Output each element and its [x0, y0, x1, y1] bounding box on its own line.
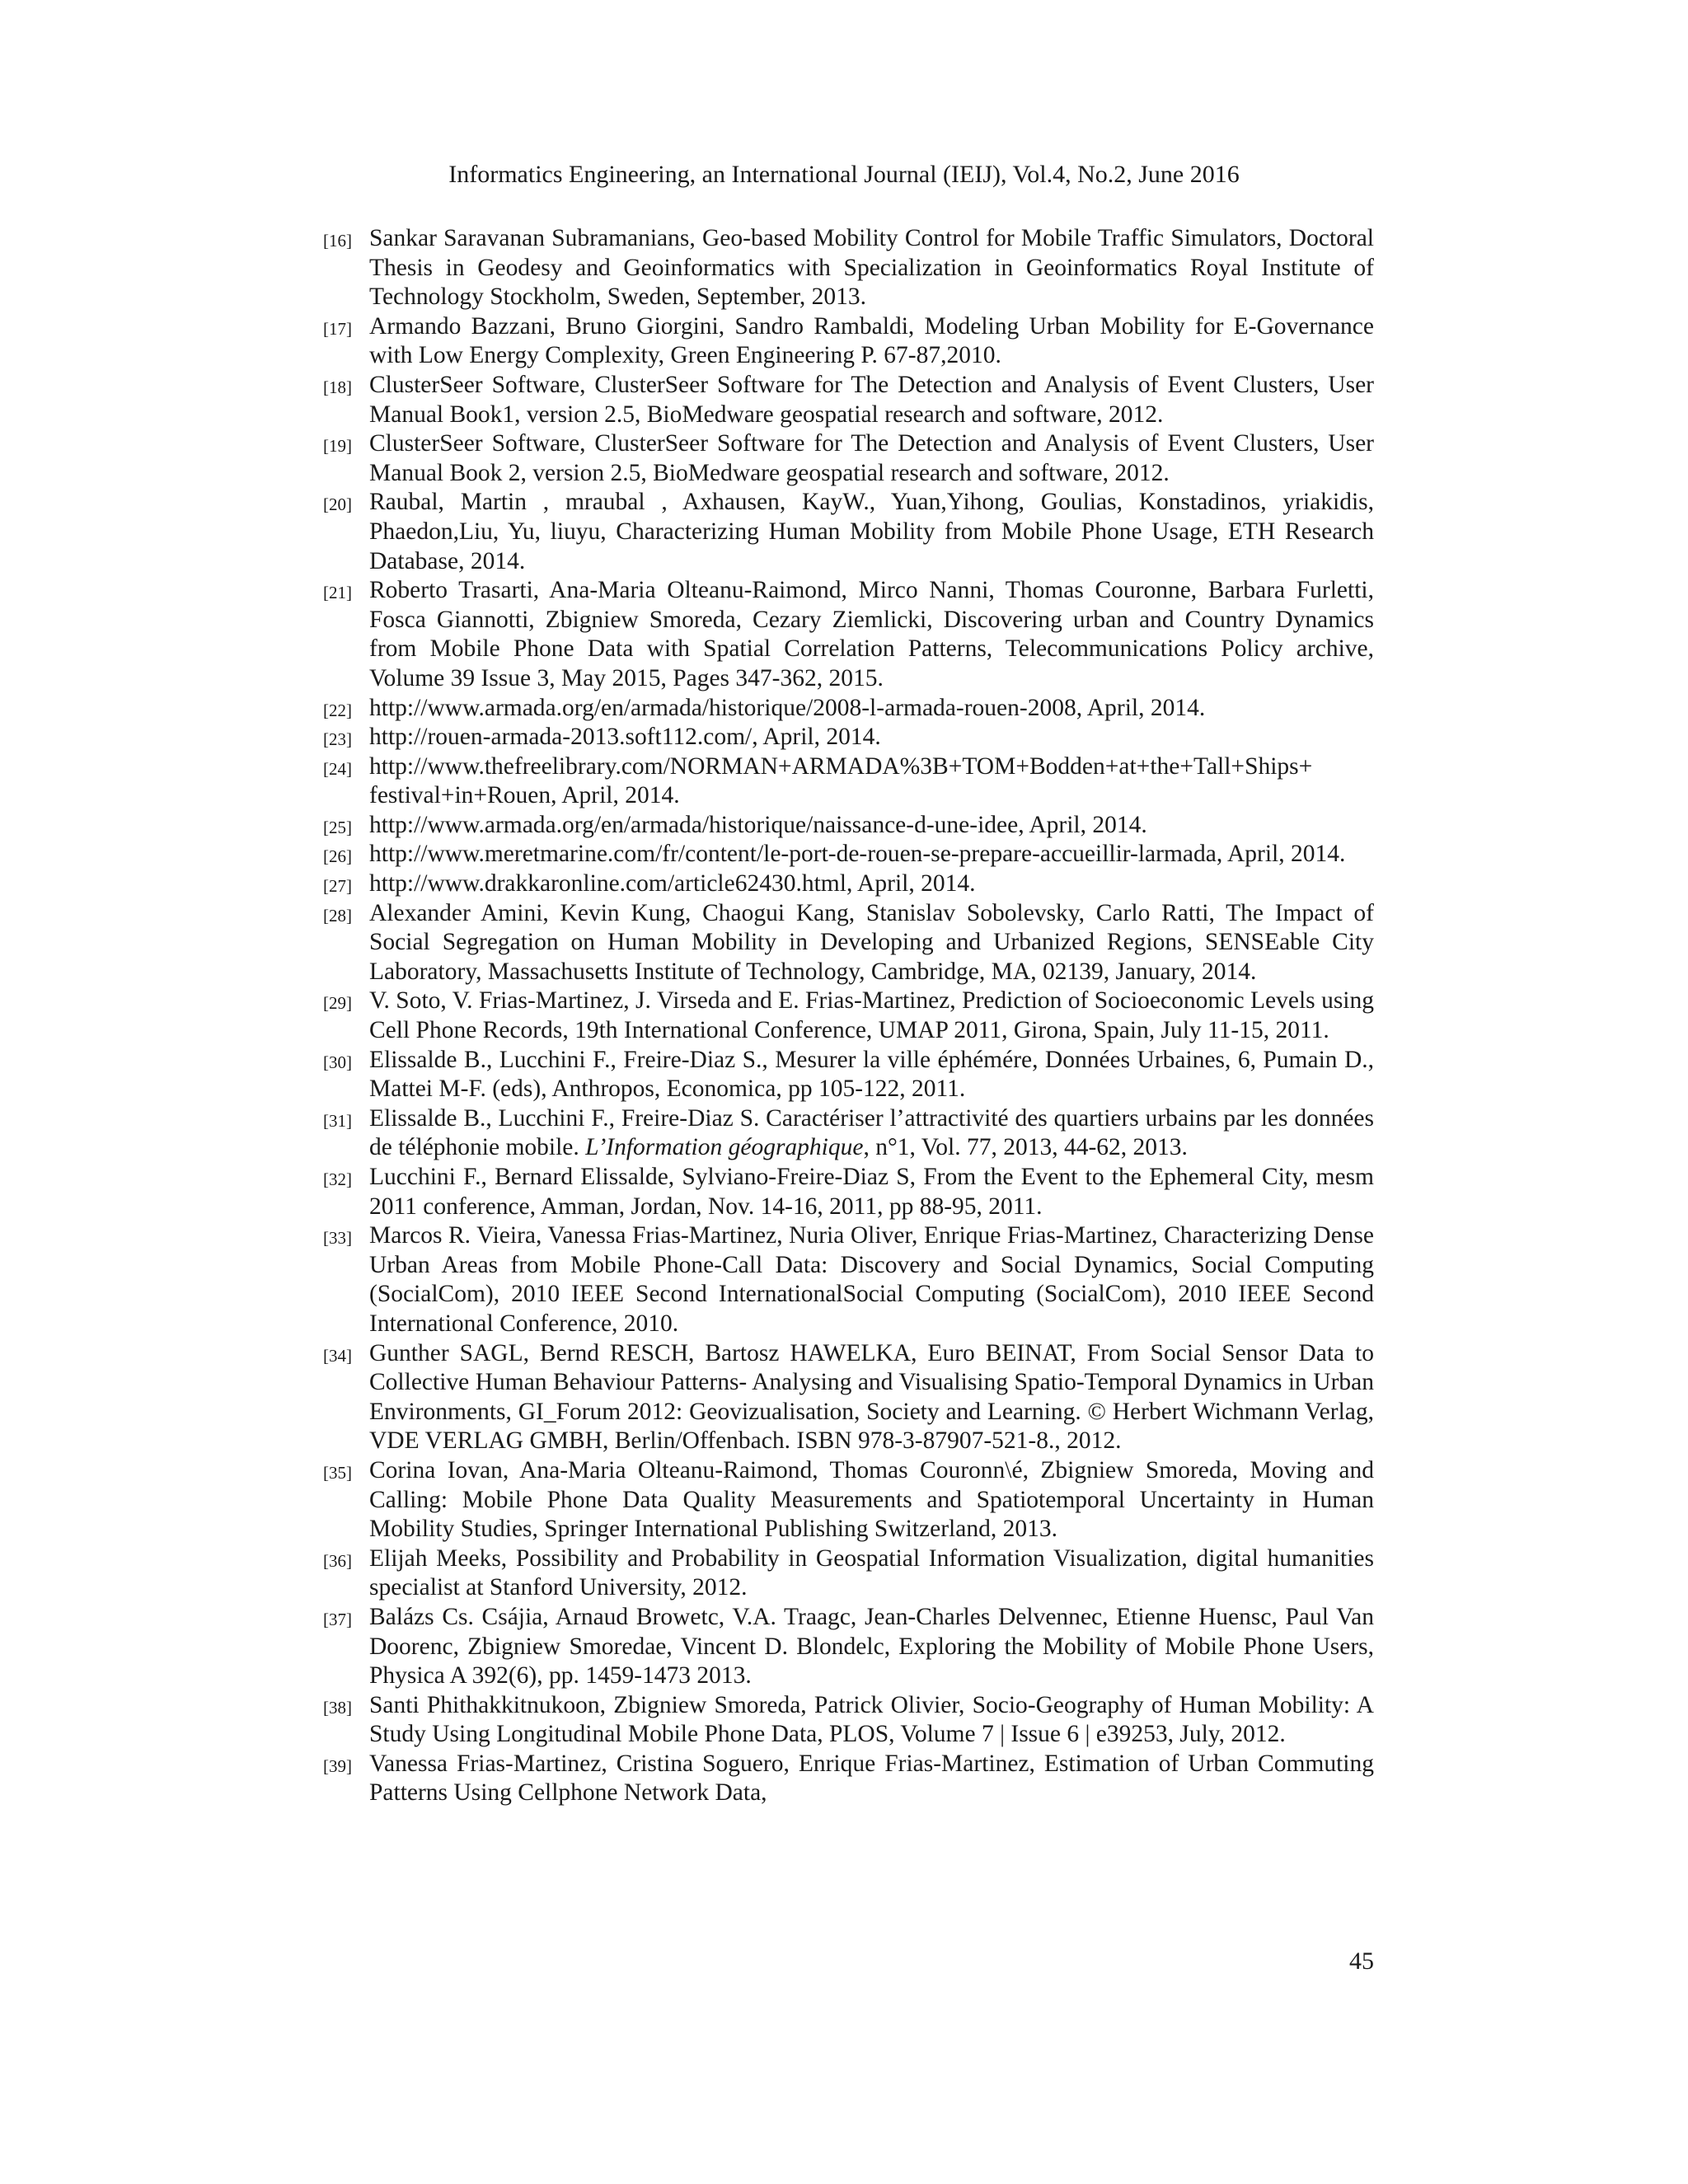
reference-number: [19]	[323, 436, 352, 457]
reference-number: [29]	[323, 993, 352, 1014]
reference-number: [38]	[323, 1697, 352, 1718]
reference-number: [20]	[323, 494, 352, 515]
reference-text: Raubal, Martin , mraubal , Axhausen, KayW., Yuan,Yihong, Goulias, Konstadinos, yriakidis, Phaedon,Liu, Yu, liuyu, Characterizing Human Mobility from Mobile Phone Usage, ETH Research Database, 2014.	[369, 489, 1374, 574]
reference-text: Elissalde B., Lucchini F., Freire-Diaz S., Mesurer la ville éphémére, Données Urbaines, 6, Pumain D., Mattei M-F. (eds), Anthropos, Economica, pp 105-122, 2011.	[369, 1046, 1374, 1103]
reference-text: http://www.armada.org/en/armada/historique/2008-l-armada-rouen-2008, April, 2014.	[369, 694, 1206, 721]
reference-item	[323, 488, 1374, 576]
reference-item	[323, 723, 1374, 752]
reference-number: [26]	[323, 846, 352, 867]
reference-text-part: , n°1, Vol. 77, 2013, 44-62, 2013.	[863, 1134, 1188, 1161]
page-number: 45	[1349, 1947, 1374, 1975]
reference-text: Elijah Meeks, Possibility and Probability in Geospatial Information Visualization, digital humanities specialist at Stanford University, 2012.	[369, 1544, 1374, 1601]
reference-text: Sankar Saravanan Subramanians, Geo-based Mobility Control for Mobile Traffic Simulators, Doctoral Thesis in Geodesy and Geoinformatics with Specialization in Geoinformatics Royal Institute of Technology Stockholm, Sweden, September, 2013.	[369, 225, 1374, 311]
reference-number: [24]	[323, 758, 352, 779]
reference-item	[323, 1603, 1374, 1691]
reference-number: [34]	[323, 1345, 352, 1366]
reference-item	[323, 1046, 1374, 1104]
reference-text-part: Elissalde B., Lucchini F., Freire-Diaz S. Caractériser l’attractivité des quartiers urbains par les données de téléphonie mobile.	[369, 1104, 1374, 1161]
reference-text: Santi Phithakkitnukoon, Zbigniew Smoreda, Patrick Olivier, Socio-Geography of Human Mobility: A Study Using Longitudinal Mobile Phone Data, PLOS, Volume 7 | Issue 6 | e39253, July, 2012.	[369, 1691, 1374, 1748]
reference-number: [36]	[323, 1550, 352, 1571]
reference-text: ClusterSeer Software, ClusterSeer Software for The Detection and Analysis of Event Clusters, User Manual Book 2, version 2.5, BioMedware geospatial research and software, 2012.	[369, 430, 1374, 486]
reference-number: [28]	[323, 905, 352, 926]
reference-item	[323, 1163, 1374, 1221]
reference-number: [18]	[323, 377, 352, 397]
reference-item	[323, 576, 1374, 693]
reference-text	[369, 1104, 1374, 1163]
reference-text: Armando Bazzani, Bruno Giorgini, Sandro Rambaldi, Modeling Urban Mobility for E-Governance with Low Energy Complexity, Green Engineering P. 67-87,2010.	[369, 312, 1374, 369]
reference-number: [16]	[323, 231, 352, 251]
reference-item	[323, 752, 1374, 811]
reference-item	[323, 371, 1374, 429]
reference-text: Alexander Amini, Kevin Kung, Chaogui Kang, Stanislav Sobolevsky, Carlo Ratti, The Impact of Social Segregation on Human Mobility in Developing and Urbanized Regions, SENSEable City Laboratory, Massachusetts Institute of Technology, Cambridge, MA, 02139, January, 2014.	[369, 899, 1374, 985]
reference-item	[323, 1750, 1374, 1808]
reference-text: http://www.armada.org/en/armada/historique/naissance-d-une-idee, April, 2014.	[369, 811, 1147, 838]
reference-list	[323, 224, 1374, 1808]
reference-text: http://www.drakkaronline.com/article62430.html, April, 2014.	[369, 870, 976, 898]
reference-text: Gunther SAGL, Bernd RESCH, Bartosz HAWELKA, Euro BEINAT, From Social Sensor Data to Collective Human Behaviour Patterns- Analysing and Visualising Spatio-Temporal Dynamics in Urban Environments, GI_Forum 2012: Geovizualisation, Society and Learning. © Herbert Wichmann Verlag, VDE VERLAG GMBH, Berlin/Offenbach. ISBN 978-3-87907-521-8., 2012.	[369, 1339, 1374, 1455]
reference-number: [27]	[323, 876, 352, 897]
reference-number: [17]	[323, 318, 352, 339]
reference-item	[323, 899, 1374, 987]
reference-text: Lucchini F., Bernard Elissalde, Sylviano-Freire-Diaz S, From the Event to the Ephemeral City, mesm 2011 conference, Amman, Jordan, Nov. 14-16, 2011, pp 88-95, 2011.	[369, 1164, 1374, 1220]
reference-journal-title: L’Information géographique	[585, 1134, 864, 1161]
reference-text: Roberto Trasarti, Ana-Maria Olteanu-Raimond, Mirco Nanni, Thomas Couronne, Barbara Furletti, Fosca Giannotti, Zbigniew Smoreda, Cezary Ziemlicki, Discovering urban and Country Dynamics from Mobile Phone Data with Spatial Correlation Patterns, Telecommunications Policy archive, Volume 39 Issue 3, May 2015, Pages 347-362, 2015.	[369, 577, 1374, 691]
reference-item	[323, 1544, 1374, 1603]
reference-item	[323, 811, 1374, 841]
reference-number: [21]	[323, 583, 352, 603]
reference-number: [31]	[323, 1110, 352, 1131]
reference-item	[323, 1456, 1374, 1544]
reference-number: [35]	[323, 1462, 352, 1483]
reference-item	[323, 1221, 1374, 1338]
reference-number: [23]	[323, 729, 352, 750]
reference-text: http://www.meretmarine.com/fr/content/le-port-de-rouen-se-prepare-accueillir-larmada, April, 2014.	[369, 841, 1346, 868]
reference-number: [33]	[323, 1228, 352, 1249]
reference-text: Vanessa Frias-Martinez, Cristina Soguero, Enrique Frias-Martinez, Estimation of Urban Commuting Patterns Using Cellphone Network Data,	[369, 1750, 1374, 1807]
reference-number: [25]	[323, 817, 352, 837]
reference-number: [32]	[323, 1169, 352, 1189]
reference-item	[323, 869, 1374, 899]
reference-item	[323, 1339, 1374, 1456]
reference-text: http://www.thefreelibrary.com/NORMAN+ARMADA%3B+TOM+Bodden+at+the+Tall+Ships+ festival+in+Rouen, April, 2014.	[369, 752, 1313, 809]
reference-item	[323, 840, 1374, 869]
reference-text: http://rouen-armada-2013.soft112.com/, April, 2014.	[369, 724, 881, 751]
running-header: Informatics Engineering, an International Journal (IEIJ), Vol.4, No.2, June 2016	[448, 161, 1240, 188]
reference-number: [22]	[323, 700, 352, 720]
reference-text: ClusterSeer Software, ClusterSeer Software for The Detection and Analysis of Event Clusters, User Manual Book1, version 2.5, BioMedware geospatial research and software, 2012.	[369, 371, 1374, 428]
reference-item	[323, 694, 1374, 724]
reference-item	[323, 224, 1374, 312]
reference-number: [39]	[323, 1755, 352, 1776]
reference-item	[323, 1691, 1374, 1750]
reference-text: Balázs Cs. Csájia, Arnaud Browetc, V.A. Traagc, Jean-Charles Delvennec, Etienne Huensc, Paul Van Doorenc, Zbigniew Smoredae, Vincent D. Blondelc, Exploring the Mobility of Mobile Phone Users, Physica A 392(6), pp. 1459-1473 2013.	[369, 1603, 1374, 1690]
reference-number: [37]	[323, 1609, 352, 1629]
reference-item	[323, 312, 1374, 371]
reference-text: Marcos R. Vieira, Vanessa Frias-Martinez, Nuria Oliver, Enrique Frias-Martinez, Characterizing Dense Urban Areas from Mobile Phone-Call Data: Discovery and Social Dynamics, Social Computing (SocialCom), 2010 IEEE Second InternationalSocial Computing (SocialCom), 2010 IEEE Second International Conference, 2010.	[369, 1222, 1374, 1337]
reference-text: V. Soto, V. Frias-Martinez, J. Virseda and E. Frias-Martinez, Prediction of Socioeconomic Levels using Cell Phone Records, 19th International Conference, UMAP 2011, Girona, Spain, July 11-15, 2011.	[369, 987, 1374, 1044]
reference-text: Corina Iovan, Ana-Maria Olteanu-Raimond, Thomas Couronn\é, Zbigniew Smoreda, Moving and Calling: Mobile Phone Data Quality Measurements and Spatiotemporal Uncertainty in Human Mobility Studies, Springer International Publishing Switzerland, 2013.	[369, 1456, 1374, 1543]
reference-item	[323, 1104, 1374, 1163]
reference-item	[323, 987, 1374, 1045]
reference-item	[323, 429, 1374, 488]
reference-number: [30]	[323, 1052, 352, 1072]
